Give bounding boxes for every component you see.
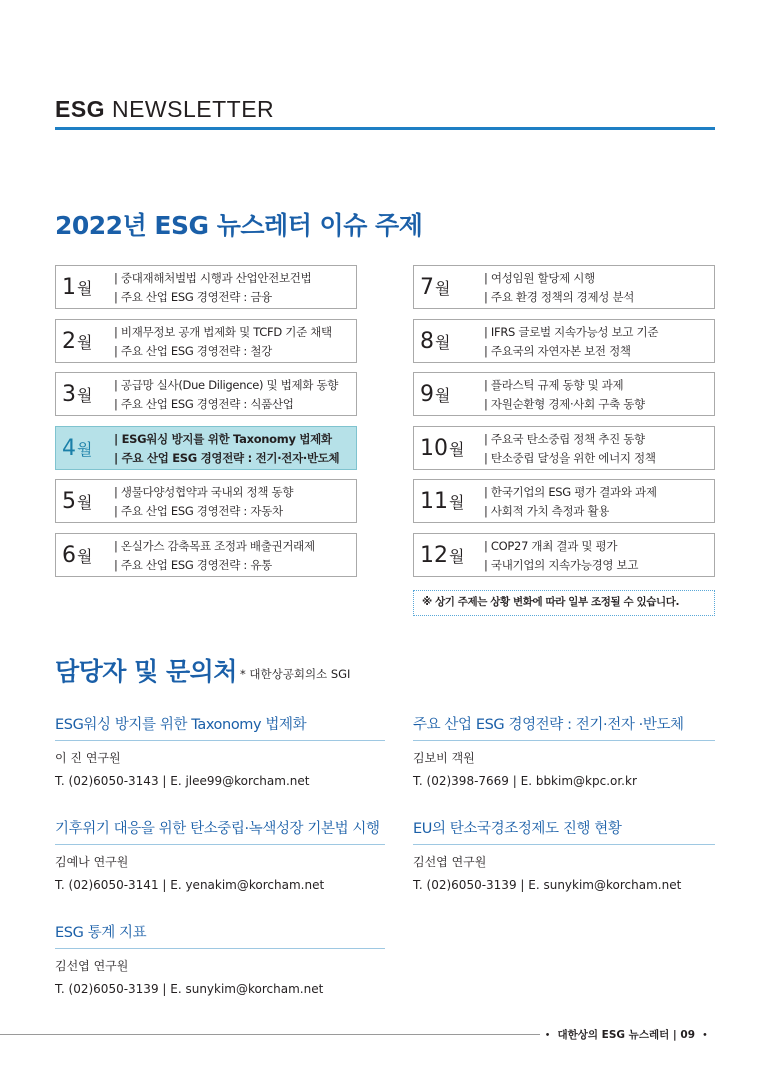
contact-info: T. (02)6050-3139 | E. sunykim@korcham.net: [413, 878, 682, 892]
contacts-org: * 대한상공회의소 SGI: [240, 667, 351, 681]
months-left-column: [55, 265, 357, 586]
month-topics: | 생물다양성협약과 국내외 정책 동향 | 주요 산업 ESG 경영전략 : 자동차: [114, 485, 294, 518]
month-topics: | 여성임원 할당제 시행 | 주요 환경 정책의 경제성 분석: [484, 271, 635, 304]
contact-heading: 기후위기 대응을 위한 탄소중립·녹색성장 기본법 시행: [55, 817, 385, 845]
month-number: 1월: [62, 275, 93, 300]
brand-label: ESG: [55, 96, 106, 122]
month-number: 9월: [420, 382, 451, 407]
page-footer: [545, 1027, 707, 1042]
contact-heading: ESG워싱 방지를 위한 Taxonomy 법제화: [55, 713, 385, 741]
month-box-7: [413, 265, 715, 309]
contact-info: T. (02)6050-3139 | E. sunykim@korcham.net: [55, 982, 324, 996]
month-box-6: [55, 533, 357, 577]
contact-name: 김선엽 연구원: [55, 959, 129, 973]
month-topics: | 플라스틱 규제 동향 및 과제 | 자원순환형 경제·사회 구축 동향: [484, 378, 645, 411]
contact-heading: 주요 산업 ESG 경영전략 : 전기·전자 ·반도체: [413, 713, 715, 741]
contact-name: 김선엽 연구원: [413, 855, 487, 869]
header-title-rest: NEWSLETTER: [105, 96, 275, 122]
month-topics: | 주요국 탄소중립 정책 추진 동향 | 탄소중립 달성을 위한 에너지 정책: [484, 431, 656, 465]
contact-name: 이 진 연구원: [55, 751, 121, 765]
contact-block-electronics: [413, 713, 715, 788]
month-topics: | COP27 개최 결과 및 평가 | 국내기업의 지속가능경영 보고: [484, 538, 639, 572]
contact-info: T. (02)6050-3143 | E. jlee99@korcham.net: [55, 774, 310, 788]
month-topics: | 중대재해처벌법 시행과 산업안전보건법 | 주요 산업 ESG 경영전략 : 금융: [114, 271, 312, 304]
contact-block-carbon-neutral: [55, 817, 385, 892]
contact-block-cbam: [413, 817, 715, 892]
topics-title: 2022년 ESG 뉴스레터 이슈 주제: [55, 211, 423, 240]
contact-heading: ESG 통계 지표: [55, 921, 385, 949]
contact-info: T. (02)6050-3141 | E. yenakim@korcham.net: [55, 878, 325, 892]
month-number: 8월: [420, 328, 451, 354]
month-number: 11월: [420, 489, 465, 514]
contact-info: T. (02)398-7669 | E. bbkim@kpc.or.kr: [413, 774, 637, 788]
month-number: 3월: [62, 382, 93, 407]
page-header: [55, 96, 715, 130]
month-box-9: [413, 372, 715, 416]
month-box-3: [55, 372, 357, 416]
month-number: 12월: [420, 542, 465, 568]
month-box-4-highlighted: [55, 426, 357, 470]
month-number: 6월: [62, 542, 93, 568]
bullet-icon: •: [702, 1030, 708, 1040]
month-topics: | 비재무정보 공개 법제화 및 TCFD 기준 채택 | 주요 산업 ESG 경영전략 : 철강: [114, 324, 332, 358]
contact-name: 김보비 객원: [413, 751, 475, 765]
contact-heading: EU의 탄소국경조정제도 진행 현황: [413, 817, 715, 845]
month-box-12: [413, 533, 715, 577]
month-box-5: [55, 479, 357, 523]
month-topics: | ESG워싱 방지를 위한 Taxonomy 법제화 | 주요 산업 ESG 경영전략 : 전기·전자·반도체: [114, 431, 340, 465]
month-box-10: [413, 426, 715, 470]
month-number: 10월: [420, 435, 465, 461]
month-number: 2월: [62, 328, 93, 354]
month-topics: | 온실가스 감축목표 조정과 배출권거래제 | 주요 산업 ESG 경영전략 : 유통: [114, 538, 315, 572]
newsletter-title: [55, 96, 715, 123]
month-number: 7월: [420, 275, 451, 300]
contact-name: 김예나 연구원: [55, 855, 129, 869]
footer-label: 대한상의 ESG 뉴스레터 | 09: [557, 1029, 696, 1041]
month-box-8: [413, 319, 715, 363]
contacts-title: 담당자 및 문의처: [55, 657, 237, 686]
contact-block-statistics: [55, 921, 385, 996]
month-topics: | 공급망 실사(Due Diligence) 및 법제화 동향 | 주요 산업 ESG 경영전략 : 식품산업: [114, 378, 339, 411]
month-number: 4월: [62, 435, 93, 461]
schedule-note: ※ 상기 주제는 상황 변화에 따라 일부 조정될 수 있습니다.: [413, 590, 715, 616]
month-number: 5월: [62, 489, 93, 514]
month-topics: | IFRS 글로벌 지속가능성 보고 기준 | 주요국의 자연자본 보전 정책: [484, 324, 659, 358]
month-box-11: [413, 479, 715, 523]
month-box-2: [55, 319, 357, 363]
month-box-1: [55, 265, 357, 309]
bullet-icon: •: [545, 1030, 551, 1040]
footer-divider: [0, 1034, 540, 1035]
month-topics: | 한국기업의 ESG 평가 결과와 과제 | 사회적 가치 측정과 활용: [484, 485, 657, 518]
months-right-column: [413, 265, 715, 586]
contact-block-taxonomy: [55, 713, 385, 788]
